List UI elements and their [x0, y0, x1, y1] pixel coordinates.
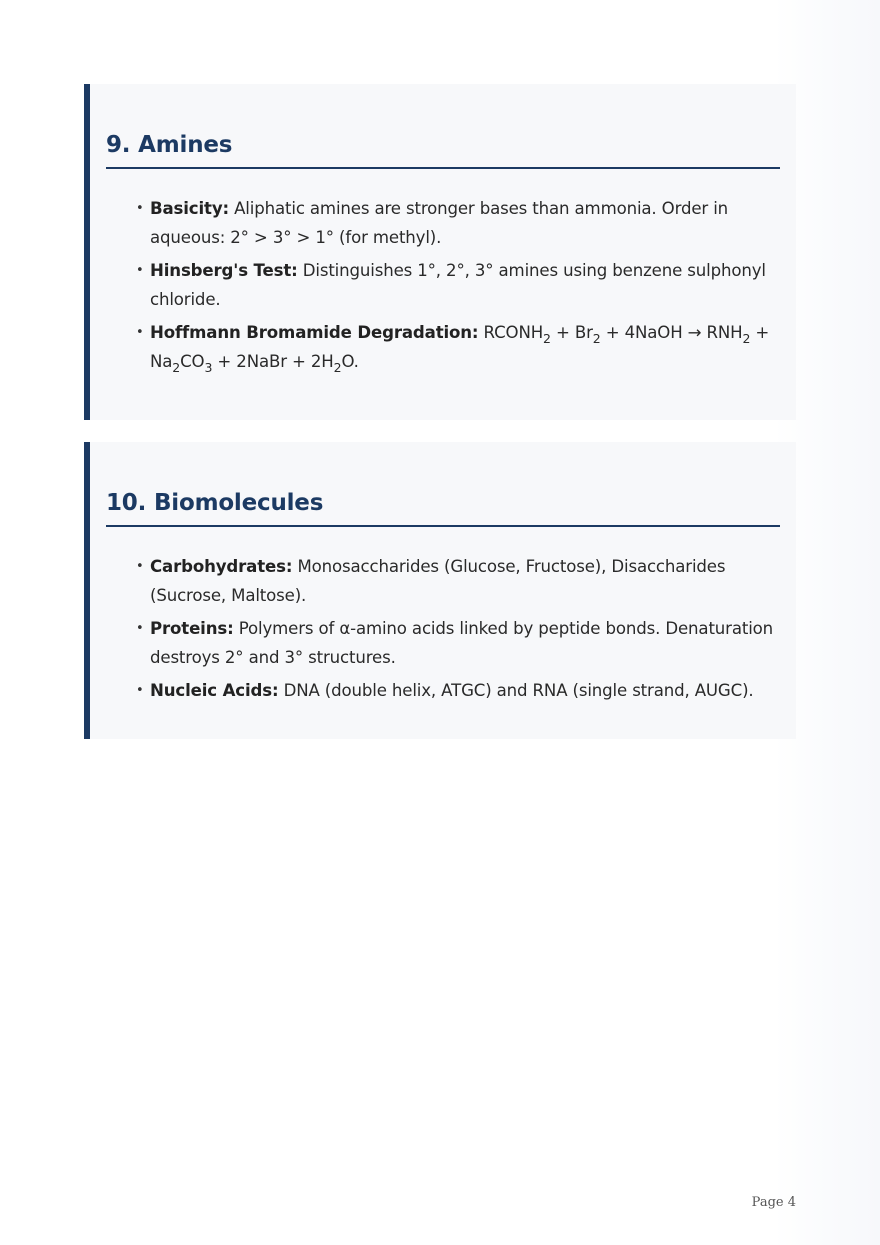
item-label: Basicity: — [150, 199, 229, 218]
item-text: + Br — [550, 323, 593, 342]
subscript: 2 — [592, 331, 601, 346]
subscript: 2 — [172, 359, 181, 375]
page-number: Page 4 — [751, 1195, 796, 1210]
item-label: Hinsberg's Test: — [150, 261, 298, 280]
item-text: Aliphatic amines are stronger bases than ammonia. Order in aqueous: 2° > 3° > 1° (for methyl). — [150, 199, 729, 247]
item-text: + 2NaBr + 2H — [212, 351, 334, 371]
item-text: Distinguishes 1°, 2°, 3° amines using benzene sulphonyl chloride. — [150, 261, 766, 309]
subscript: 2 — [742, 331, 751, 346]
list-item — [142, 615, 782, 672]
item-text: RCONH — [478, 323, 544, 342]
section-amines — [84, 84, 796, 420]
bullet-list — [142, 553, 782, 711]
item-label: Proteins: — [150, 619, 234, 638]
list-item — [142, 319, 782, 376]
section-biomolecules — [84, 442, 796, 739]
list-item — [142, 553, 782, 610]
item-text: Monosaccharides (Glucose, Fructose), Disaccharides (Sucrose, Maltose). — [150, 557, 726, 605]
subscript: 2 — [333, 359, 342, 375]
section-title: 10. Biomolecules — [106, 490, 780, 527]
item-text: Polymers of α-amino acids linked by peptide bonds. Denaturation destroys 2° and 3° structures. — [150, 619, 774, 667]
item-text: + 4NaOH → RNH — [600, 323, 743, 342]
item-label: Hoffmann Bromamide Degradation: — [150, 323, 479, 342]
list-item — [142, 257, 782, 314]
item-text: O. — [341, 351, 359, 371]
item-text: DNA (double helix, ATGC) and RNA (single strand, AUGC). — [278, 681, 754, 700]
item-text: CO — [180, 351, 205, 371]
list-item — [142, 195, 782, 252]
subscript: 2 — [543, 331, 551, 346]
item-text: + Na — [150, 323, 770, 371]
bullet-list — [142, 195, 782, 381]
subscript: 3 — [204, 359, 213, 375]
item-label: Carbohydrates: — [150, 557, 293, 576]
list-item — [142, 677, 782, 706]
section-title: 9. Amines — [106, 132, 780, 169]
item-label: Nucleic Acids: — [150, 681, 279, 700]
